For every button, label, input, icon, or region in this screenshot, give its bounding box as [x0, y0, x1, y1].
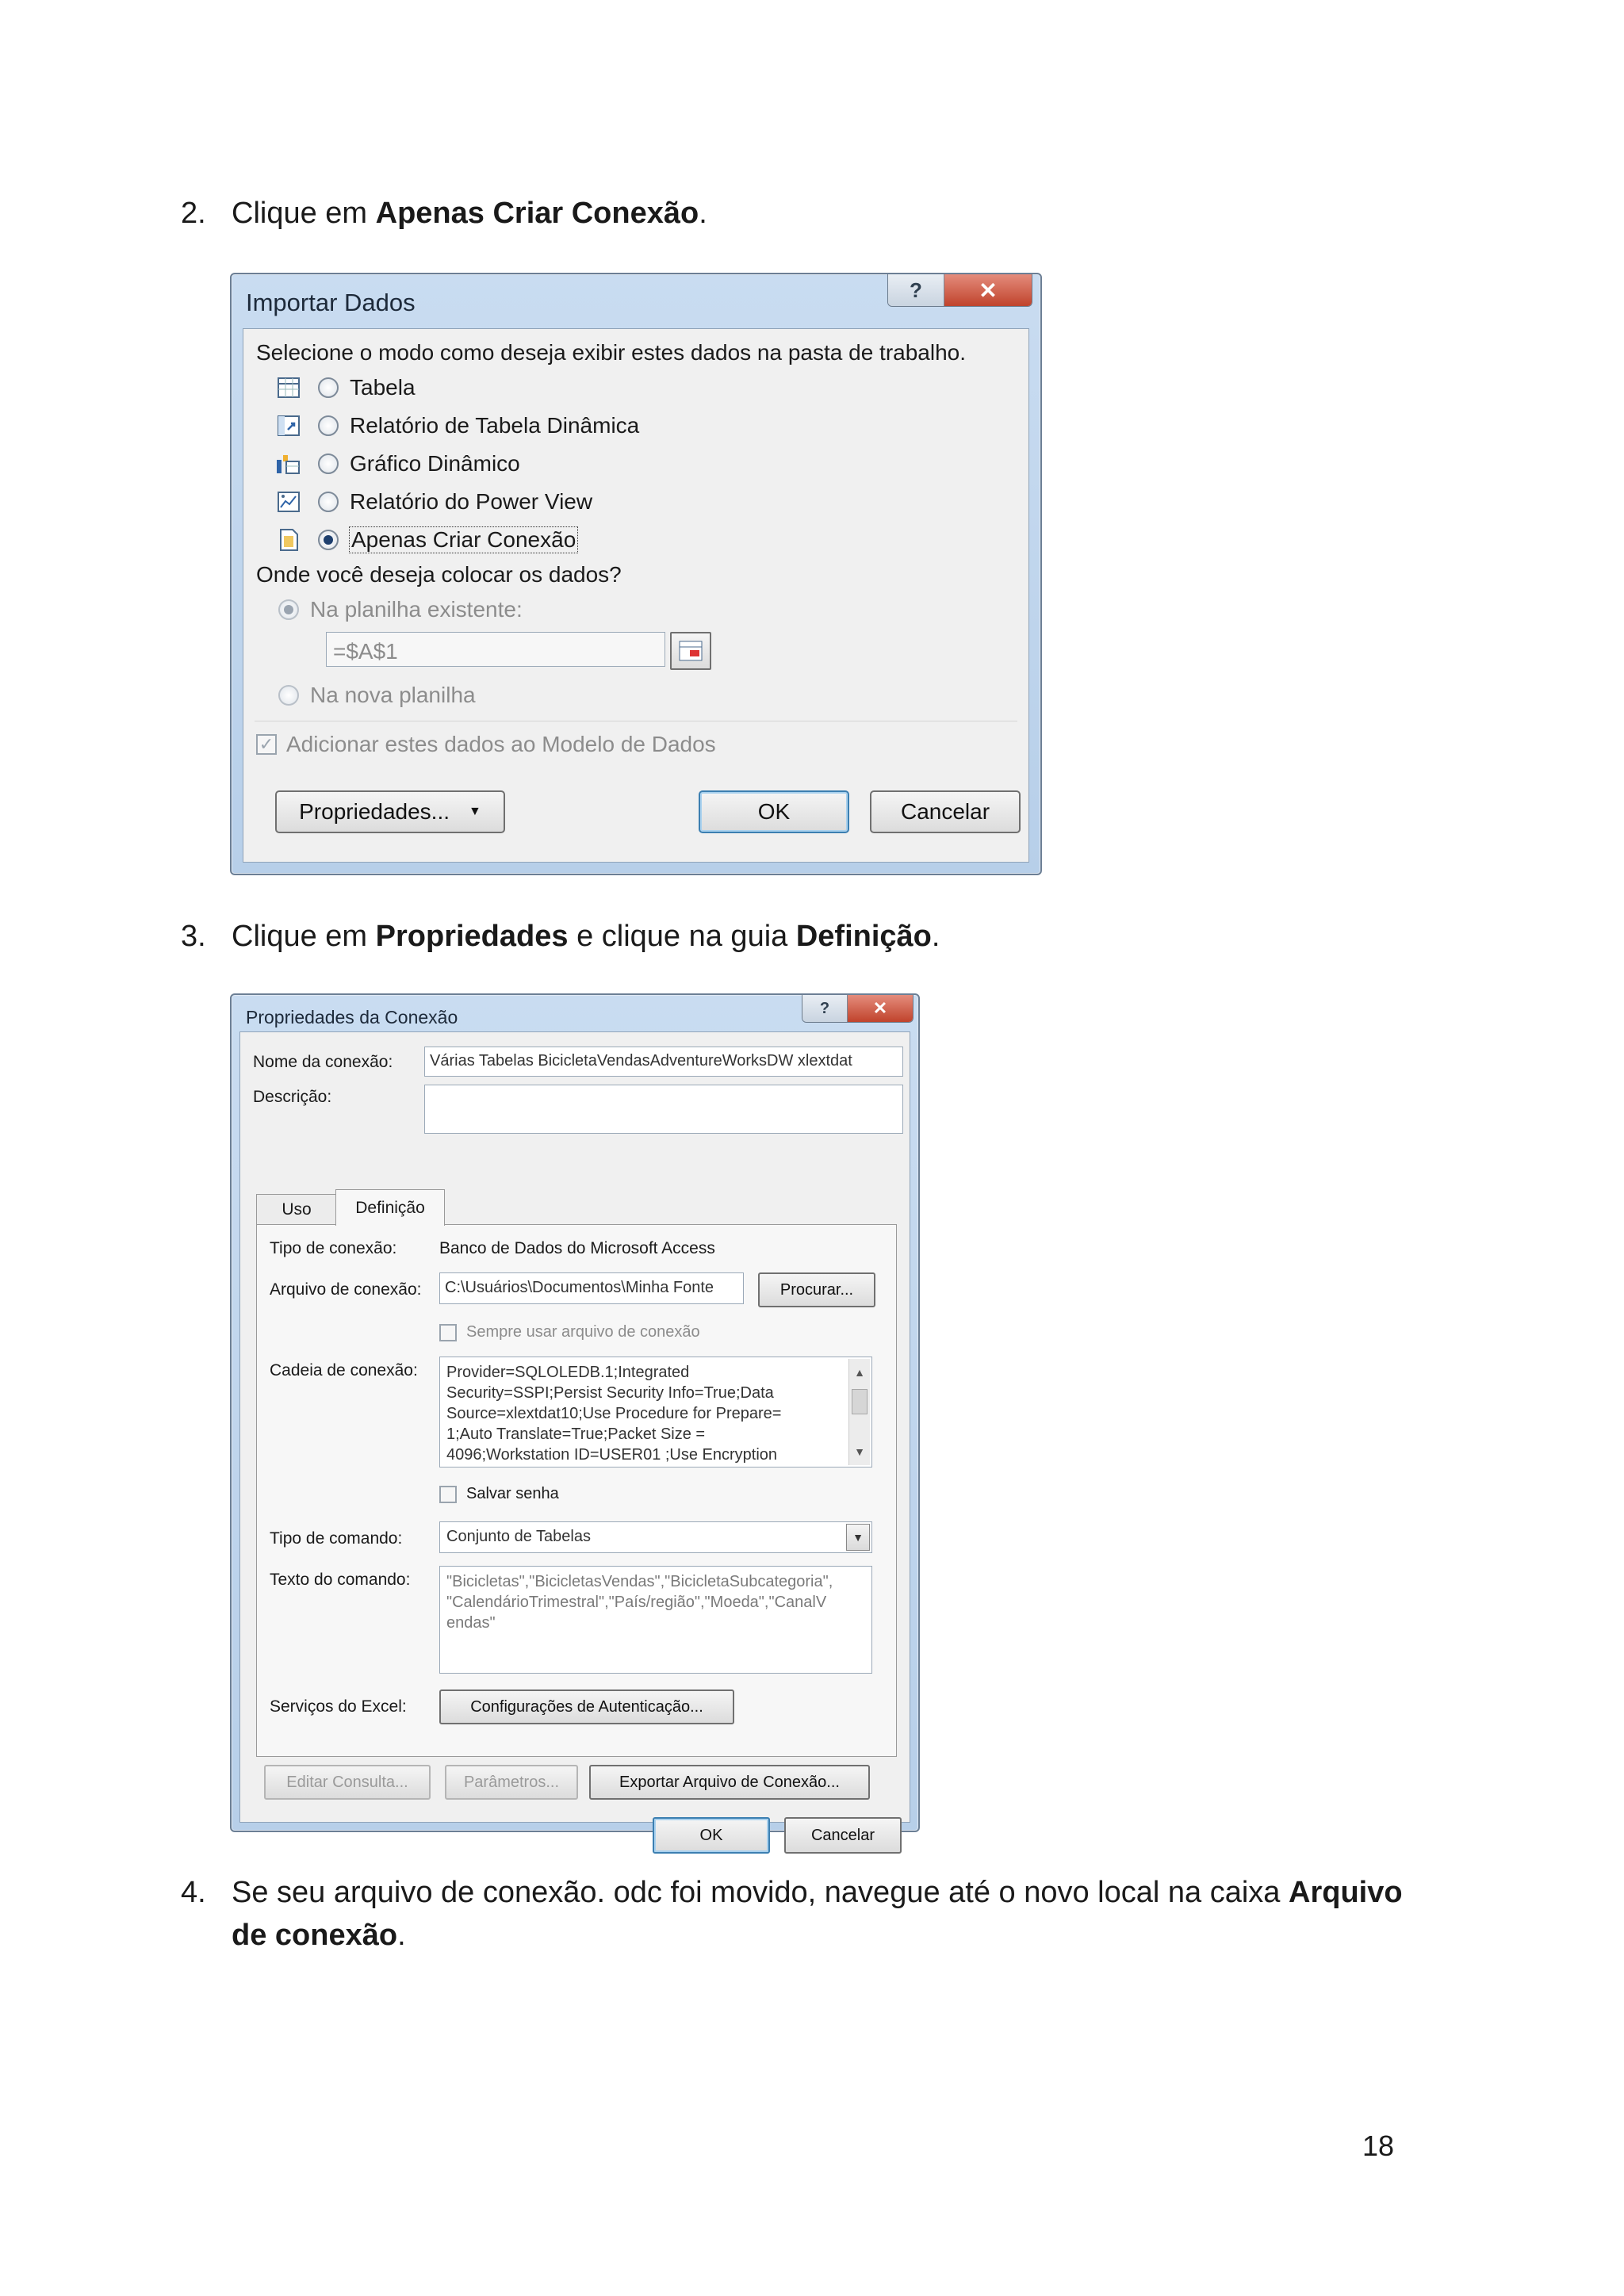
command-type-label: Tipo de comando:	[270, 1529, 403, 1548]
step-number: 3.	[181, 920, 206, 953]
text-line: "Bicicletas","BicicletasVendas","BicicletaSubcategoria",	[446, 1573, 833, 1590]
text-line: 4096;Workstation ID=USER01 ;Use Encryption	[446, 1446, 778, 1464]
step-bold-text: Apenas Criar Conexão	[375, 197, 699, 230]
ok-button[interactable]: OK	[699, 790, 849, 833]
option-label: Gráfico Dinâmico	[350, 451, 520, 476]
power-view-icon	[277, 490, 301, 514]
button-label: Propriedades...	[299, 799, 450, 824]
scroll-down-icon[interactable]: ▼	[854, 1445, 865, 1458]
option-label: Relatório do Power View	[350, 489, 593, 514]
step-bold-text: Arquivo	[1289, 1876, 1403, 1909]
close-button[interactable]: ✕	[944, 274, 1032, 306]
table-icon	[277, 376, 301, 400]
radio-table[interactable]	[318, 377, 339, 398]
connection-string-label: Cadeia de conexão:	[270, 1361, 418, 1380]
text-line: 1;Auto Translate=True;Packet Size =	[446, 1425, 706, 1443]
definition-panel	[256, 1224, 897, 1757]
option-connection-only[interactable]	[277, 527, 577, 553]
checkbox-always-use-file[interactable]	[439, 1324, 457, 1341]
select-value: Conjunto de Tabelas	[446, 1528, 591, 1545]
step-punct: .	[397, 1919, 406, 1952]
dialog-body	[243, 328, 1029, 863]
description-label: Descrição:	[253, 1088, 332, 1106]
option-new-sheet	[278, 683, 476, 708]
location-prompt: Onde você deseja colocar os dados?	[256, 562, 622, 587]
checkbox-label: Salvar senha	[466, 1485, 559, 1502]
properties-button[interactable]	[275, 790, 505, 833]
add-to-data-model	[256, 732, 716, 757]
range-picker-button	[670, 632, 711, 670]
step-2	[181, 192, 1450, 235]
connection-name-input[interactable]: Várias Tabelas BicicletaVendasAdventureWorksDW xlextdat	[424, 1047, 903, 1077]
radio-power-view[interactable]	[318, 492, 339, 512]
pivot-chart-icon	[277, 452, 301, 476]
radio-pivot-chart[interactable]	[318, 453, 339, 474]
step-text: Clique em	[232, 197, 376, 230]
browse-button[interactable]: Procurar...	[758, 1272, 875, 1307]
connection-name-label: Nome da conexão:	[253, 1053, 393, 1071]
checkbox-label: Sempre usar arquivo de conexão	[466, 1323, 700, 1341]
option-existing-sheet	[278, 597, 523, 622]
option-label: Relatório de Tabela Dinâmica	[350, 413, 640, 438]
option-label: Na nova planilha	[310, 683, 476, 707]
checkbox-save-password[interactable]	[439, 1486, 457, 1503]
radio-connection-only[interactable]	[318, 530, 339, 550]
command-text-textarea[interactable]	[439, 1566, 872, 1674]
chevron-down-icon[interactable]: ▼	[846, 1524, 870, 1551]
scroll-up-icon[interactable]: ▲	[854, 1366, 865, 1379]
text-line: endas"	[446, 1614, 496, 1632]
step-number: 4.	[181, 1876, 206, 1909]
scrollbar[interactable]	[848, 1359, 870, 1465]
import-data-dialog	[230, 273, 1042, 875]
page-number: 18	[1362, 2130, 1395, 2162]
connection-file-input[interactable]: C:\Usuários\Documentos\Minha Fonte	[439, 1272, 744, 1304]
cancel-button[interactable]: Cancelar	[784, 1817, 902, 1854]
parameters-button: Parâmetros...	[445, 1765, 578, 1800]
step-3	[181, 915, 1450, 958]
connection-file-label: Arquivo de conexão:	[270, 1280, 422, 1299]
edit-query-button: Editar Consulta...	[264, 1765, 431, 1800]
excel-services-label: Serviços do Excel:	[270, 1697, 407, 1716]
connection-properties-dialog	[230, 993, 920, 1844]
text-line: Provider=SQLOLEDB.1;Integrated	[446, 1364, 690, 1381]
range-select-icon	[679, 641, 703, 661]
window-controls	[887, 274, 1032, 307]
close-button[interactable]: ✕	[848, 995, 913, 1022]
step-number: 2.	[181, 197, 206, 230]
step-text: Se seu arquivo de conexão. odc foi movido, navegue até o novo local na caixa	[232, 1876, 1289, 1909]
option-power-view[interactable]	[277, 489, 592, 515]
window-controls	[802, 995, 914, 1023]
range-input: =$A$1	[326, 632, 665, 667]
authentication-settings-button[interactable]: Configurações de Autenticação...	[439, 1689, 734, 1724]
save-password[interactable]	[439, 1485, 559, 1503]
option-label: Apenas Criar Conexão	[351, 527, 576, 552]
display-mode-prompt: Selecione o modo como deseja exibir estes dados na pasta de trabalho.	[256, 340, 967, 365]
option-label: Tabela	[350, 375, 416, 400]
description-input[interactable]	[424, 1085, 903, 1134]
radio-new-sheet	[278, 685, 299, 706]
option-pivot-table[interactable]	[277, 413, 639, 438]
dialog-title: Propriedades da Conexão	[246, 1007, 458, 1027]
step-bold-text: Definição	[795, 920, 932, 953]
connection-type-label: Tipo de conexão:	[270, 1239, 397, 1257]
scroll-thumb[interactable]	[852, 1389, 868, 1414]
checkbox-label: Adicionar estes dados ao Modelo de Dados	[286, 732, 716, 756]
text-line: "CalendárioTrimestral","País/região","Moeda","CanalV	[446, 1594, 827, 1611]
text-line: Source=xlextdat10;Use Procedure for Prepare=	[446, 1405, 782, 1422]
radio-existing-sheet	[278, 599, 299, 620]
export-connection-file-button[interactable]: Exportar Arquivo de Conexão...	[589, 1765, 870, 1800]
checkbox-add-to-model: ✓	[256, 734, 277, 755]
step-bold-text: de conexão	[232, 1919, 398, 1952]
dropdown-arrow-icon: ▼	[469, 805, 481, 818]
radio-pivot-table[interactable]	[318, 415, 339, 436]
dialog-body	[239, 1031, 910, 1844]
help-button[interactable]: ?	[802, 995, 848, 1022]
option-label: Na planilha existente:	[310, 597, 523, 622]
text-line: Security=SSPI;Persist Security Info=True;Data	[446, 1384, 774, 1402]
step-punct: .	[699, 197, 707, 230]
step-punct: .	[931, 920, 940, 953]
command-type-select[interactable]	[439, 1521, 872, 1553]
step-text: Clique em	[232, 920, 376, 953]
option-pivot-chart[interactable]	[277, 451, 520, 476]
connection-string-textarea[interactable]	[439, 1357, 872, 1468]
connection-icon	[277, 528, 301, 552]
pivot-table-icon	[277, 414, 301, 438]
always-use-file[interactable]	[439, 1323, 700, 1341]
step-text: e clique na guia	[568, 920, 796, 953]
help-button[interactable]: ?	[888, 274, 944, 306]
ok-button[interactable]: OK	[653, 1817, 770, 1854]
step-4	[181, 1871, 1450, 1958]
step-bold-text: Propriedades	[375, 920, 569, 953]
option-table[interactable]	[277, 375, 416, 400]
cancel-button[interactable]: Cancelar	[870, 790, 1021, 833]
tab-definition[interactable]: Definição	[335, 1189, 445, 1226]
dialog-title: Importar Dados	[246, 289, 416, 316]
connection-type-value: Banco de Dados do Microsoft Access	[439, 1239, 715, 1257]
tab-usage[interactable]: Uso	[256, 1194, 337, 1225]
command-text-label: Texto do comando:	[270, 1571, 411, 1589]
